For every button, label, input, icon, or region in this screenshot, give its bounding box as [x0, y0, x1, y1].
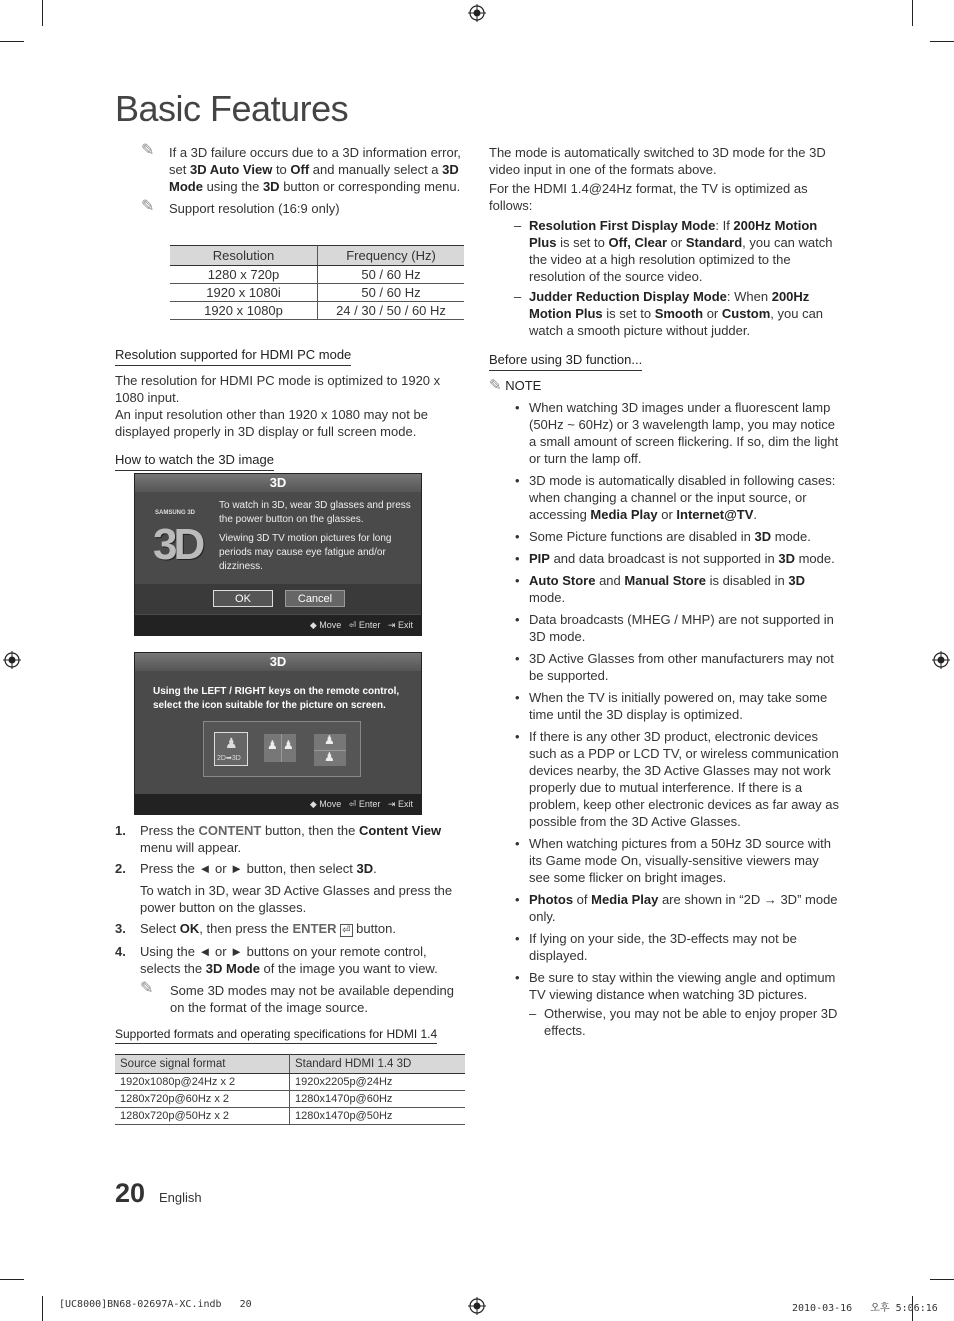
- crop-mark: [930, 1279, 954, 1280]
- resolution-table: [170, 245, 464, 320]
- list-item: • 3D mode is automatically disabled in following cases: when changing a channel or the input source, or accessing Media Play or Internet@TV.: [515, 473, 836, 522]
- step-item: 3. Select OK, then press the ENTER ⏎ button.: [115, 921, 396, 936]
- hdmi-format-table: [115, 1054, 465, 1125]
- note-list: [489, 399, 841, 1039]
- table-row: 1920 x 1080i 50 / 60 Hz: [170, 284, 464, 302]
- list-item: • Photos of Media Play are shown in “2D → 3D” mode only.: [515, 892, 838, 924]
- paragraph: An input resolution other than 1920 x 1080 may not be displayed properly in 3D display or full screen mode.: [115, 407, 428, 439]
- steps-section: [115, 822, 465, 1020]
- crop-mark: [42, 0, 43, 26]
- page-title: Basic Features: [115, 88, 349, 129]
- list-item: • If there is any other 3D product, electronic devices such as a PDP or LCD TV, or wireless communication devices nearby, the 3D Active Glasses may not work properly due to mutual interference. If there is a problem, keep other electronic devices as far away as possible from the 3D Active Glasses.: [515, 729, 839, 829]
- crop-mark: [930, 41, 954, 42]
- list-item: • When the TV is initially powered on, may take some time until the 3D display is optimized.: [515, 690, 828, 722]
- ok-button[interactable]: OK: [213, 590, 273, 607]
- fmt-section: [115, 1027, 437, 1044]
- table-row: 1920x1080p@24Hz x 2 1920x2205p@24Hz: [115, 1074, 465, 1091]
- mode-top-bottom-icon[interactable]: ♟ ♟: [314, 734, 346, 766]
- exit-icon: ⇥: [387, 620, 396, 630]
- table-row: 1280x720p@60Hz x 2 1280x1470p@60Hz: [115, 1091, 465, 1108]
- note-pencil-icon: ✎: [141, 142, 155, 159]
- crop-mark: [42, 1296, 43, 1321]
- table-row: 1920 x 1080p 24 / 30 / 50 / 60 Hz: [170, 302, 464, 320]
- osd-message: Using the LEFT / RIGHT keys on the remote control, select the icon suitable for the picture on screen.: [153, 686, 400, 711]
- paragraph: For the HDMI 1.4@24Hz format, the TV is optimized as follows:: [489, 181, 808, 213]
- table-header: Frequency (Hz): [318, 246, 465, 266]
- crop-mark: [0, 1279, 24, 1280]
- registration-mark-icon: [468, 4, 486, 22]
- osd-title: 3D: [135, 653, 421, 671]
- mode-side-by-side-icon[interactable]: ♟ ♟: [264, 734, 296, 762]
- enter-icon: ⏎: [348, 799, 357, 809]
- cancel-button[interactable]: Cancel: [285, 590, 345, 607]
- list-item: • Some Picture functions are disabled in 3D mode.: [515, 529, 811, 544]
- section-heading: How to watch the 3D image: [115, 451, 274, 471]
- crop-mark: [0, 41, 24, 42]
- move-icon: ◆: [309, 620, 317, 630]
- table-header: Resolution: [170, 246, 318, 266]
- registration-mark-icon: [932, 651, 950, 669]
- list-item: • When watching pictures from a 50Hz 3D source with its Game mode On, visually-sensitive viewers may see some flicker on bright images.: [515, 836, 832, 885]
- dash-item: – Judder Reduction Display Mode: When 200Hz Motion Plus is set to Smooth or Custom, you can watch a smooth picture without judder.: [514, 289, 824, 338]
- paragraph: The resolution for HDMI PC mode is optimized to 1920 x 1080 input.: [115, 373, 441, 405]
- registration-mark-icon: [3, 651, 21, 669]
- list-item: • Auto Store and Manual Store is disabled in 3D mode.: [515, 573, 806, 605]
- right-column: [489, 144, 841, 1044]
- exit-icon: ⇥: [387, 799, 396, 809]
- table-row: 1280x720p@50Hz x 2 1280x1470p@50Hz: [115, 1108, 465, 1125]
- list-item: • PIP and data broadcast is not supported in 3D mode.: [515, 551, 835, 566]
- osd-footer: ◆ Move ⏎ Enter ⇥ Exit: [135, 794, 421, 814]
- note-label: ✎ NOTE: [489, 377, 542, 394]
- enter-icon: ⏎: [342, 925, 351, 936]
- registration-mark-icon: [468, 1297, 486, 1315]
- note-pencil-icon: ✎: [141, 198, 155, 215]
- section-heading: Before using 3D function...: [489, 351, 642, 371]
- list-item: • When watching 3D images under a fluorescent lamp (50Hz ~ 60Hz) or 3 wavelength lamp, you may notice a small amount of screen flickering. If so, dim the light or turn the lamp off.: [515, 400, 839, 466]
- list-item: • Be sure to stay within the viewing angle and optimum TV viewing distance when watching 3D pictures. – Otherwise, you may not be able to enjoy proper 3D effects.: [515, 970, 838, 1038]
- language-label: English: [159, 1190, 202, 1205]
- osd-message: To watch in 3D, wear 3D glasses and press the power button on the glasses. Viewing 3D TV motion pictures for long periods may cause eye fatigue and/or dizziness.: [219, 500, 411, 572]
- dash-item: – Resolution First Display Mode: If 200Hz Motion Plus is set to Off, Clear or Standard, you can watch the video at a high resolution optimized to the resolution of the source video.: [514, 218, 833, 284]
- note-pencil-icon: ✎: [140, 980, 154, 997]
- left-column: [115, 144, 465, 222]
- page-number: 20: [115, 1178, 146, 1208]
- step-item: 1. Press the CONTENT button, then the Content View menu will appear.: [115, 823, 442, 855]
- table-header: Source signal format: [115, 1055, 290, 1074]
- list-item: • Data broadcasts (MHEG / MHP) are not supported in 3D mode.: [515, 612, 834, 644]
- list-item: • 3D Active Glasses from other manufacturers may not be supported.: [515, 651, 834, 683]
- section-heading: Resolution supported for HDMI PC mode: [115, 346, 351, 366]
- pc-mode-section: [115, 346, 465, 471]
- osd-footer: ◆ Move ⏎ Enter ⇥ Exit: [135, 615, 421, 635]
- file-info: [UC8000]BN68-02697A-XC.indb 20: [59, 1299, 252, 1310]
- print-timestamp: 2010-03-16 오후 5:06:16: [792, 1303, 938, 1314]
- paragraph: The mode is automatically switched to 3D mode for the 3D video input in one of the formats above.: [489, 145, 826, 177]
- list-item: • If lying on your side, the 3D-effects may not be displayed.: [515, 931, 797, 963]
- table-row: 1280 x 720p 50 / 60 Hz: [170, 266, 464, 284]
- osd-3d-mode-screen: [134, 652, 422, 815]
- osd-title: 3D: [135, 474, 421, 492]
- enter-icon: ⏎: [348, 620, 357, 630]
- step-item: 2. Press the ◄ or ► button, then select 3D. To watch in 3D, wear 3D Active Glasses and press the power button on the glasses.: [115, 861, 453, 915]
- note-support-resolution: ✎ Support resolution (16:9 only): [141, 198, 340, 216]
- samsung-3d-logo: SAMSUNG 3D 3D: [153, 510, 202, 569]
- mode-icon-strip: [203, 721, 361, 777]
- osd-3d-warning-screen: [134, 473, 422, 636]
- section-heading: Supported formats and operating specifications for HDMI 1.4: [115, 1027, 437, 1044]
- step-item: 4. Using the ◄ or ► buttons on your remote control, selects the 3D Mode of the image you want to view. ✎ Some 3D modes may not be available depending on the format of the image source.: [115, 944, 455, 1015]
- crop-mark: [912, 0, 913, 26]
- note-pencil-icon: ✎: [489, 377, 502, 394]
- move-icon: ◆: [309, 799, 317, 809]
- mode-2d-to-3d-icon[interactable]: ♟ 2D➡3D: [214, 732, 248, 766]
- note-3d-failure: ✎ If a 3D failure occurs due to a 3D information error, set 3D Auto View to Off and manually select a 3D Mode using the 3D button or corresponding menu.: [141, 142, 461, 194]
- table-header: Standard HDMI 1.4 3D: [290, 1055, 466, 1074]
